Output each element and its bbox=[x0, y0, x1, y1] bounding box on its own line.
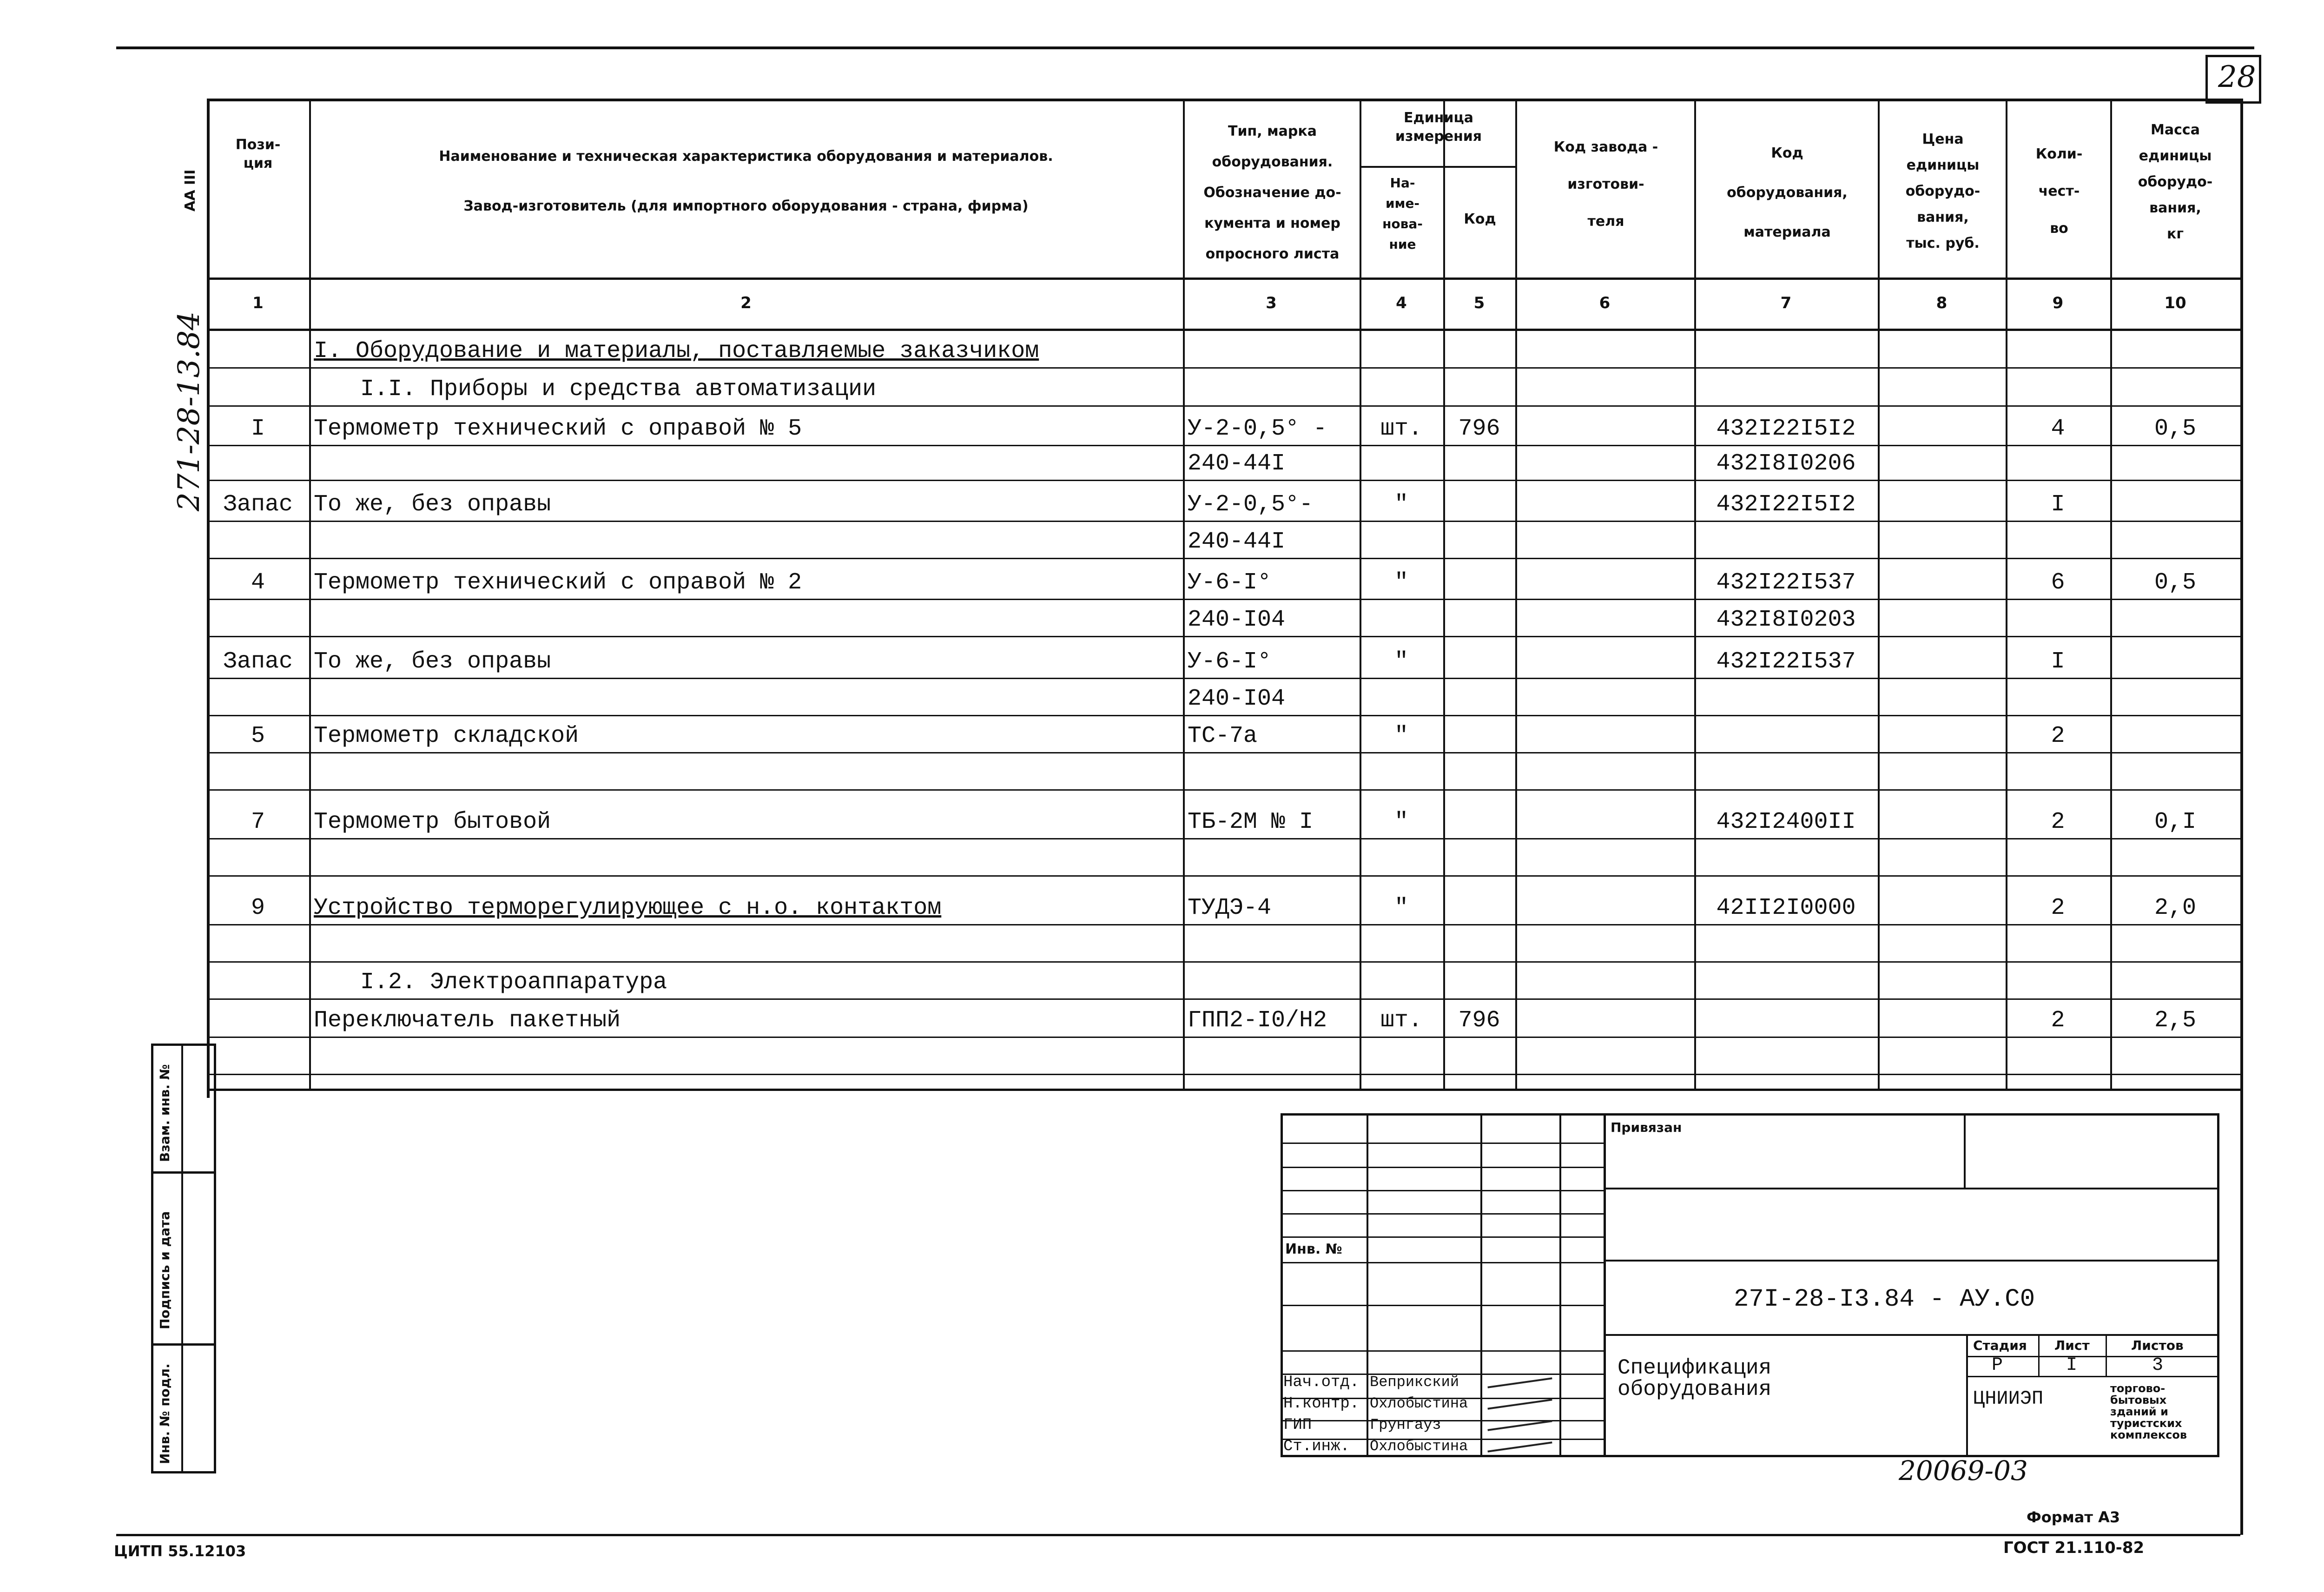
signer-role: Н.контр. bbox=[1283, 1395, 1360, 1413]
signer-name: Охлобыстина bbox=[1370, 1438, 1468, 1455]
cell-name: Термометр технический с оправой № 2 bbox=[314, 569, 802, 596]
header-name-line2: Завод-изготовитель (для импортного оборудования - страна, фирма) bbox=[463, 198, 1029, 214]
header-unit-group: Единица измерения bbox=[1395, 110, 1482, 145]
table-row bbox=[207, 753, 2240, 790]
table-row bbox=[207, 716, 2240, 753]
spec-table: Пози- ция Наименование и техническая характеристика оборудования и материалов. Завод-изготовитель (для импортного оборудования - страна, фирма) Тип, марка оборудования. Обозначение до- кумента и номер опросного листа Единица измерения На- име- нова- ние Код Код завода - изготови- теля Код оборудования, материала Цена единицы оборудо- вания, тыс. руб. Коли- чест- во Масса единицы оборудо- вания, кг 1 2 3 4 5 6 7 8 9 10 I. Оборудование и материалы, поставляемые заказчиком I.I. Приборы и средства автоматизации I Термометр технический с оправой № 5 У-2-0,5° - шт. 796 432I22I5I2 4 0,5 240-44I 432I8I0206 Запас То же, без оправы У-2-0,5°- " 432I22I5I2 I 240-44I 4 Термометр технический с оправой № 2 У-6-I° " 432I22I537 6 0,5 240-I04 432I8I0203 Запас То же, без оправы У-6-I° " 432I22I537 I 240-I04 5 Термометр складской ТС-7а " 2 7 Термометр бытовой ТБ-2М № I " 432I2400II 2 0,I 9 Устройство терморегулирующее с н.о. контактом ТУДЭ-4 " 42II2I0000 2 2,0 I.2. Электроаппаратура Переключатель пакетный ГПП2-I0/Н2 шт. 796 2 2,5 bbox=[207, 99, 2240, 1098]
header-equipment-code: Код оборудования, материала bbox=[1727, 145, 1848, 240]
table-row bbox=[207, 368, 2240, 406]
title-document-name: Спецификация оборудования bbox=[1618, 1356, 1772, 1401]
corner-sheet-number: 28 bbox=[2218, 60, 2256, 94]
title-block bbox=[1281, 1113, 2219, 1457]
cell-type: У-2-0,5°- bbox=[1188, 491, 1314, 518]
cell-position: I bbox=[251, 416, 265, 442]
cell-quantity: 2 bbox=[2051, 1007, 2065, 1034]
signer-name: Охлобыстина bbox=[1370, 1395, 1468, 1412]
frame-bottom bbox=[116, 1534, 2240, 1536]
cell-type: 240-I04 bbox=[1188, 686, 1286, 712]
cell-type: У-2-0,5° - bbox=[1188, 416, 1327, 442]
table-row bbox=[207, 876, 2240, 925]
cell-quantity: I bbox=[2051, 491, 2065, 518]
cell-type: У-6-I° bbox=[1188, 569, 1272, 596]
cell-position: 5 bbox=[251, 723, 265, 749]
header-quantity: Коли- чест- во bbox=[2035, 146, 2083, 237]
footer-left-code: ЦИТП 55.12103 bbox=[114, 1542, 246, 1560]
cell-position: 7 bbox=[251, 809, 265, 835]
header-factory-code: Код завода - изготови- теля bbox=[1553, 139, 1658, 230]
margin-handwritten-doc: 271-28-13.84 bbox=[172, 311, 206, 511]
top-border bbox=[116, 46, 2254, 49]
margin-inv-podl: Инв. № подл. bbox=[157, 1363, 172, 1464]
header-name-line1: Наименование и техническая характеристика оборудования и материалов. bbox=[439, 148, 1053, 165]
cell-equipment-code: 432I22I537 bbox=[1716, 569, 1856, 596]
cell-name: Термометр технический с оправой № 5 bbox=[314, 416, 802, 442]
cell-type: 240-44I bbox=[1188, 528, 1286, 555]
footer-format: Формат А3 bbox=[2027, 1508, 2120, 1526]
cell-unit: " bbox=[1394, 809, 1408, 835]
title-inv-no: Инв. № bbox=[1285, 1241, 1342, 1257]
cell-type: ТС-7а bbox=[1188, 723, 1258, 749]
table-row bbox=[207, 446, 2240, 481]
margin-code-top: АА III bbox=[182, 169, 198, 211]
title-sheets-label: Листов bbox=[2131, 1338, 2184, 1353]
cell-equipment-code: 42II2I0000 bbox=[1716, 895, 1856, 921]
cell-unit: шт. bbox=[1380, 1007, 1422, 1034]
title-org-subtitle: торгово- бытовых зданий и туристских комплексов bbox=[2110, 1382, 2187, 1441]
cell-unit: " bbox=[1394, 648, 1408, 675]
cell-position: 9 bbox=[251, 895, 265, 921]
header-unit-code: Код bbox=[1464, 211, 1496, 227]
margin-vzam: Взам. инв. № bbox=[157, 1064, 172, 1162]
table-row bbox=[207, 637, 2240, 679]
corner-sheet-box bbox=[2205, 55, 2261, 104]
cell-equipment-code: 432I22I5I2 bbox=[1716, 416, 1856, 442]
signer-role: Нач.отд. bbox=[1283, 1374, 1360, 1391]
cell-name: То же, без оправы bbox=[314, 648, 551, 675]
signers-list bbox=[1281, 1374, 1606, 1457]
cell-type: ГПП2-I0/Н2 bbox=[1188, 1007, 1327, 1034]
cell-position: Запас bbox=[223, 648, 293, 675]
table-row bbox=[207, 1037, 2240, 1075]
cell-unit: " bbox=[1394, 491, 1408, 518]
cell-name: I.2. Электроаппаратура bbox=[360, 969, 667, 996]
cell-quantity: 2 bbox=[2051, 895, 2065, 921]
signature-scribble bbox=[1487, 1441, 1552, 1452]
cell-equipment-code: 432I8I0203 bbox=[1716, 607, 1856, 633]
header-position: Пози- ция bbox=[235, 137, 281, 172]
table-row bbox=[207, 522, 2240, 559]
cell-position: 4 bbox=[251, 569, 265, 596]
cell-unit-code: 796 bbox=[1458, 416, 1500, 442]
signature-scribble bbox=[1487, 1377, 1552, 1388]
table-row bbox=[207, 559, 2240, 600]
margin-podpis: Подпись и дата bbox=[157, 1211, 172, 1329]
cell-mass: 0,5 bbox=[2154, 569, 2196, 596]
cell-name: Термометр складской bbox=[314, 723, 579, 749]
table-row bbox=[207, 481, 2240, 522]
cell-mass: 2,0 bbox=[2154, 895, 2196, 921]
cell-equipment-code: 432I22I5I2 bbox=[1716, 491, 1856, 518]
cell-name: Термометр бытовой bbox=[314, 809, 551, 835]
title-doc-code: 27I-28-I3.84 - АУ.С0 bbox=[1734, 1285, 2035, 1314]
table-row bbox=[207, 790, 2240, 839]
cell-mass: 0,I bbox=[2154, 809, 2196, 835]
header-mass: Масса единицы оборудо- вания, кг bbox=[2138, 122, 2213, 242]
title-privyazan: Привязан bbox=[1611, 1120, 1682, 1135]
cell-unit: " bbox=[1394, 895, 1408, 921]
table-row bbox=[207, 839, 2240, 876]
signer-name: Веприкский bbox=[1370, 1374, 1459, 1391]
cell-equipment-code: 432I22I537 bbox=[1716, 648, 1856, 675]
cell-mass: 2,5 bbox=[2154, 1007, 2196, 1034]
table-row bbox=[207, 999, 2240, 1037]
cell-type: ТУДЭ-4 bbox=[1188, 895, 1272, 921]
signer-role: ГИП bbox=[1283, 1416, 1312, 1434]
cell-quantity: I bbox=[2051, 648, 2065, 675]
table-row bbox=[207, 962, 2240, 999]
cell-unit: " bbox=[1394, 569, 1408, 596]
cell-type: 240-44I bbox=[1188, 450, 1286, 477]
cell-name: Устройство терморегулирующее с н.о. контактом bbox=[314, 895, 942, 921]
table-row bbox=[207, 925, 2240, 962]
signer-role: Ст.инж. bbox=[1283, 1438, 1350, 1455]
table-row bbox=[207, 331, 2240, 368]
title-stage: Р bbox=[1992, 1355, 2003, 1376]
table-body bbox=[207, 331, 2240, 1089]
signature-scribble bbox=[1487, 1420, 1552, 1431]
signer-name: Грунгауз bbox=[1370, 1416, 1441, 1433]
title-org: ЦНИИЭП bbox=[1973, 1387, 2044, 1410]
cell-name: I. Оборудование и материалы, поставляемые заказчиком bbox=[314, 338, 1039, 364]
cell-unit: " bbox=[1394, 723, 1408, 749]
cell-unit-code: 796 bbox=[1458, 1007, 1500, 1034]
cell-name: Переключатель пакетный bbox=[314, 1007, 621, 1034]
cell-quantity: 6 bbox=[2051, 569, 2065, 596]
header-price: Цена единицы оборудо- вания, тыс. руб. bbox=[1905, 131, 1981, 251]
cell-unit: шт. bbox=[1380, 416, 1422, 442]
cell-type: 240-I04 bbox=[1188, 607, 1286, 633]
cell-equipment-code: 432I2400II bbox=[1716, 809, 1856, 835]
cell-type: ТБ-2М № I bbox=[1188, 809, 1314, 835]
table-row bbox=[207, 600, 2240, 637]
cell-name: То же, без оправы bbox=[314, 491, 551, 518]
cell-quantity: 2 bbox=[2051, 723, 2065, 749]
footer-gost: ГОСТ 21.110-82 bbox=[2003, 1539, 2145, 1557]
table-row bbox=[207, 406, 2240, 446]
table-row bbox=[207, 679, 2240, 716]
cell-quantity: 2 bbox=[2051, 809, 2065, 835]
cell-position: Запас bbox=[223, 491, 293, 518]
cell-equipment-code: 432I8I0206 bbox=[1716, 450, 1856, 477]
footer-stamp-number: 20069-03 bbox=[1899, 1455, 2028, 1486]
title-stage-label: Стадия bbox=[1973, 1338, 2027, 1353]
title-sheet: I bbox=[2066, 1355, 2078, 1376]
cell-mass: 0,5 bbox=[2154, 416, 2196, 442]
cell-type: У-6-I° bbox=[1188, 648, 1272, 675]
cell-name: I.I. Приборы и средства автоматизации bbox=[360, 376, 877, 403]
signature-scribble bbox=[1487, 1399, 1552, 1409]
header-type: Тип, марка оборудования. Обозначение до- кумента и номер опросного листа bbox=[1203, 123, 1341, 262]
cell-quantity: 4 bbox=[2051, 416, 2065, 442]
header-unit-name: На- име- нова- ние bbox=[1382, 175, 1423, 252]
title-sheets: 3 bbox=[2152, 1355, 2164, 1376]
title-sheet-label: Лист bbox=[2054, 1338, 2090, 1353]
frame-right bbox=[2240, 99, 2243, 1535]
